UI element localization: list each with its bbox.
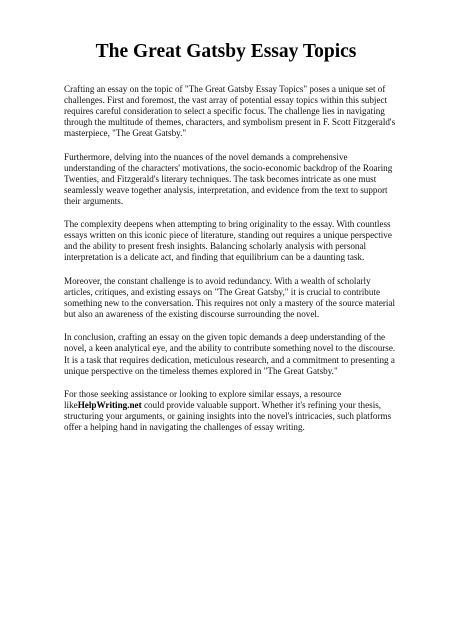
paragraph-2: Furthermore, delving into the nuances of the novel demands a comprehensive understanding of the characters' motivations, the socio-economic backdrop of the Roaring Twenties, and Fitzgerald's literary techniques. The task becomes intricate as one must seamlessly weave together analysis, interpretation, and evidence from the text to support their arguments. (64, 151, 393, 206)
paragraph-3: The complexity deepens when attempting to bring originality to the essay. With countless essays written on this iconic piece of literature, standing out requires a unique perspective and the ability to present fresh insights. Balancing scholarly analysis with personal interpretation is a delicate act, and finding that equilibrium can be a daunting task. (64, 219, 392, 263)
paragraph-5: In conclusion, crafting an essay on the given topic demands a deep understanding of the novel, a keen analytical eye, and the ability to contribute something novel to the discourse. It is a task that requires dedication, meticulous research, and a commitment to presenting a unique perspective on the timeless themes explored in "The Great Gatsby." (64, 332, 396, 376)
document-title: The Great Gatsby Essay Topics (95, 41, 357, 62)
document-body (64, 84, 396, 446)
paragraph-4: Moreover, the constant challenge is to avoid redundancy. With a wealth of scholarly articles, critiques, and existing essays on "The Great Gatsby," it is crucial to contribute something new to the conversation. This requires not only a mastery of the source material but also an awareness of the existing discourse surrounding the novel. (64, 275, 396, 319)
helpwriting-link[interactable]: HelpWriting.net (77, 400, 142, 411)
paragraph-6 (64, 389, 396, 433)
paragraph-1: Crafting an essay on the topic of "The Great Gatsby Essay Topics" poses a unique set of challenges. First and foremost, the vast array of potential essay topics within this subject requires careful consideration to select a specific focus. The challenge lies in navigating through the multitude of themes, characters, and symbolism present in F. Scott Fitzgerald's masterpiece, "The Great Gatsby." (64, 84, 396, 139)
paragraph-6-rest: could provide valuable support. Whether it's refining your thesis, structuring your arguments, or gaining insights into the novel's intricacies, such platforms offer a helping hand in navigating the challenges of essay writing. (64, 400, 392, 433)
paragraph-6-intro: For those seeking assistance or looking to explore similar essays, a resource like (64, 388, 342, 411)
